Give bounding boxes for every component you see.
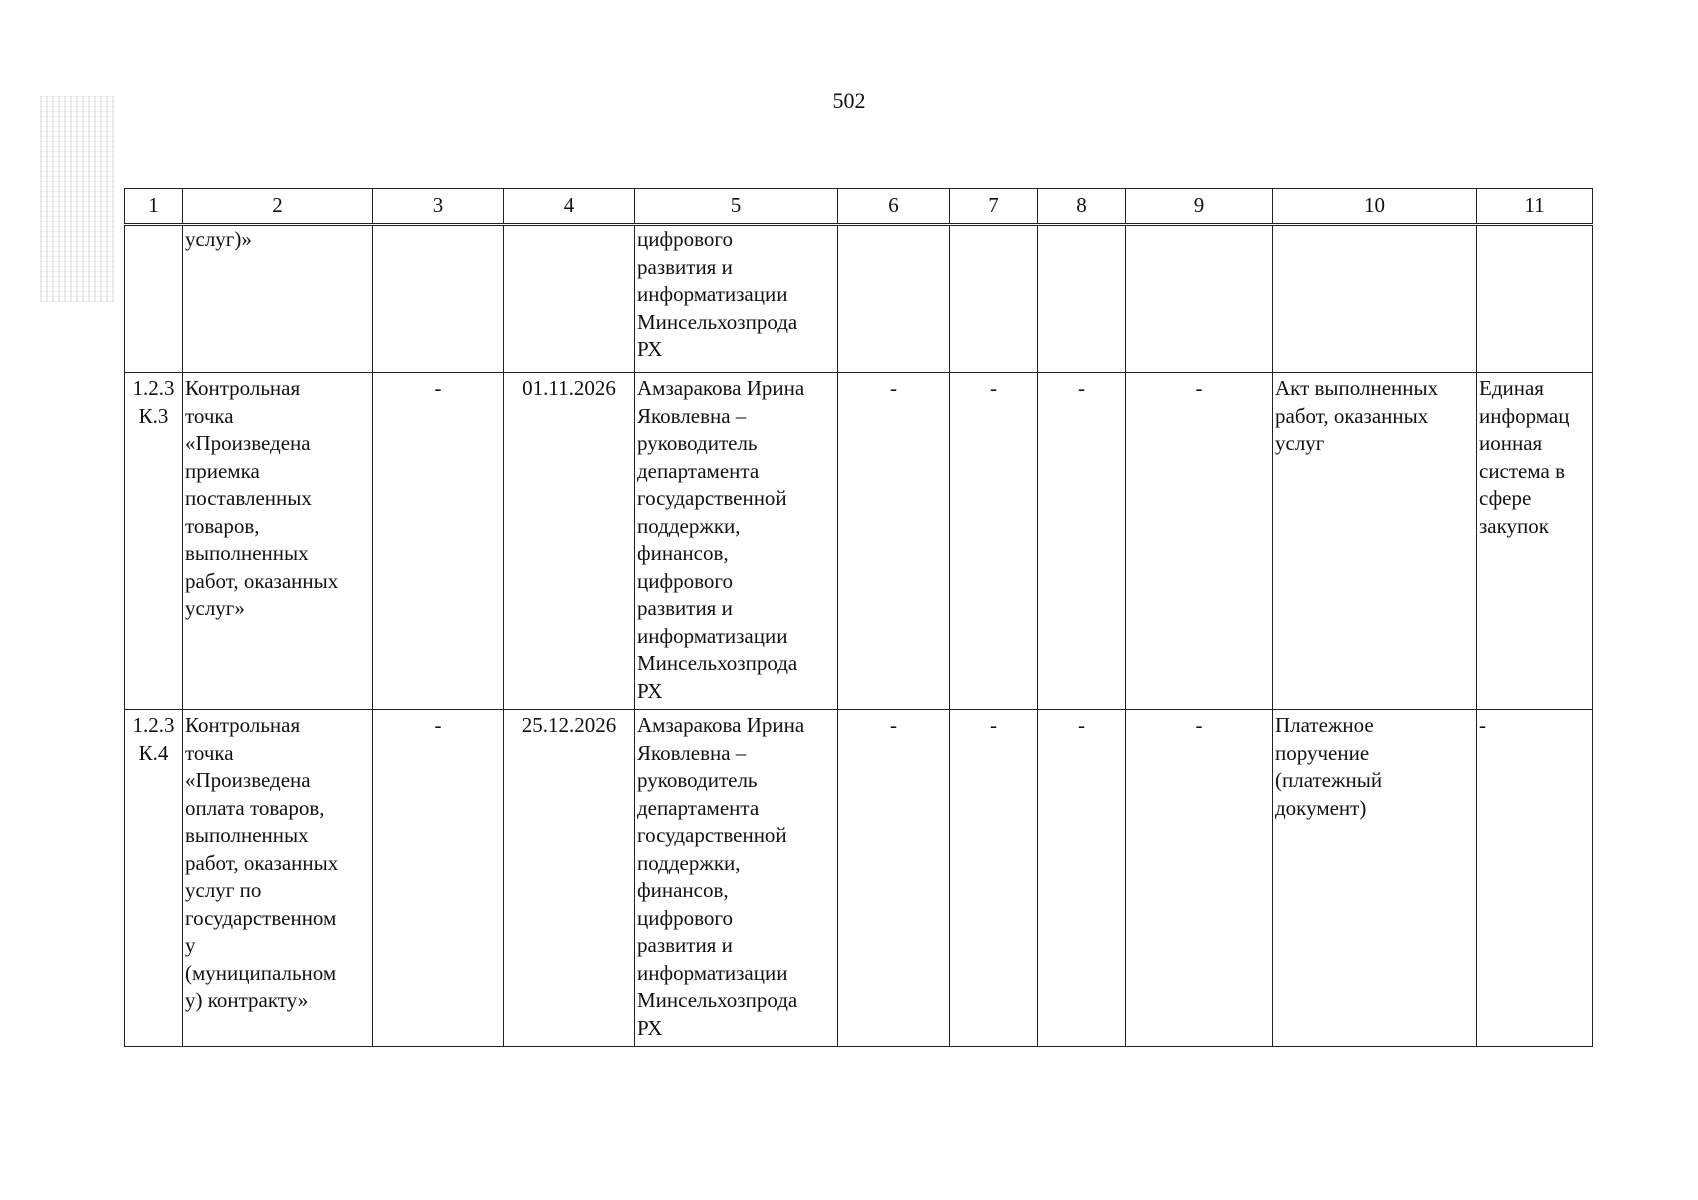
event-name-cell: [183, 225, 373, 373]
text-line: товаров,: [185, 513, 260, 538]
header-col-11: 11: [1477, 189, 1593, 225]
table-row: [125, 373, 1593, 710]
text-line: поддержки,: [637, 850, 741, 875]
cell-col-9: -: [1126, 373, 1273, 710]
text-line: (муниципальном: [185, 960, 337, 985]
text-line: Амзаракова Ирина: [637, 713, 805, 737]
cell-col-7: -: [950, 710, 1038, 1047]
row-number-cell: [125, 225, 183, 373]
table-row: [125, 225, 1593, 373]
text-line: Единая: [1479, 376, 1544, 400]
text-line: РХ: [637, 1015, 663, 1040]
text-line: оплата товаров,: [185, 795, 325, 820]
end-date-cell: 01.11.2026: [504, 373, 635, 710]
text-line: 1.2.3: [132, 713, 175, 737]
cell-col-8: [1038, 225, 1126, 373]
text-line: приемка: [185, 458, 260, 483]
cell-col-7: [950, 225, 1038, 373]
header-col-1: 1: [125, 189, 183, 225]
text-line: Минсельхозпрода: [637, 309, 798, 334]
text-line: выполненных: [185, 541, 309, 565]
text-line: цифрового: [637, 568, 733, 593]
text-line: государственном: [185, 905, 337, 930]
text-line: государственной: [637, 823, 787, 847]
result-document-cell: [1273, 225, 1477, 373]
text-line: Яковлевна –: [637, 403, 747, 428]
text-line: поставленных: [185, 486, 312, 510]
scan-stamp-mark: [40, 96, 114, 302]
header-col-5: 5: [635, 189, 838, 225]
text-line: система в: [1479, 458, 1566, 483]
header-col-6: 6: [838, 189, 950, 225]
text-line: поддержки,: [637, 513, 741, 538]
event-name-cell: [183, 373, 373, 710]
text-line: К.4: [138, 740, 169, 765]
cell-col-6: -: [838, 710, 950, 1047]
text-line: Амзаракова Ирина: [637, 376, 805, 400]
text-line: (платежный: [1275, 768, 1383, 792]
text-line: цифрового: [637, 227, 733, 251]
text-line: «Произведена: [185, 431, 311, 455]
end-date-cell: [504, 225, 635, 373]
text-line: услуг)»: [185, 227, 252, 251]
text-line: руководитель: [637, 431, 758, 455]
text-line: сфере: [1479, 486, 1532, 510]
text-line: развития и: [637, 254, 733, 279]
header-col-9: 9: [1126, 189, 1273, 225]
cell-col-8: -: [1038, 710, 1126, 1047]
text-line: Контрольная: [185, 376, 301, 400]
start-date-cell: -: [373, 710, 504, 1047]
text-line: -: [1479, 713, 1486, 737]
text-line: «Произведена: [185, 768, 311, 792]
text-line: Контрольная: [185, 713, 301, 737]
end-date-cell: 25.12.2026: [504, 710, 635, 1047]
event-name-cell: [183, 710, 373, 1047]
header-col-8: 8: [1038, 189, 1126, 225]
header-col-2: 2: [183, 189, 373, 225]
text-line: работ, оказанных: [185, 568, 339, 593]
text-line: цифрового: [637, 905, 733, 930]
cell-col-6: [838, 225, 950, 373]
text-line: Акт выполненных: [1275, 376, 1439, 400]
text-line: ионная: [1479, 431, 1543, 455]
table-header-row: [125, 189, 1593, 225]
text-line: услуг»: [185, 596, 245, 620]
text-line: услуг: [1275, 431, 1325, 455]
result-document-cell: [1273, 373, 1477, 710]
header-col-3: 3: [373, 189, 504, 225]
table-row: [125, 710, 1593, 1047]
text-line: Яковлевна –: [637, 740, 747, 765]
text-line: выполненных: [185, 823, 309, 847]
text-line: руководитель: [637, 768, 758, 792]
header-col-7: 7: [950, 189, 1038, 225]
result-document-cell: [1273, 710, 1477, 1047]
responsible-cell: [635, 710, 838, 1047]
row-number-cell: [125, 373, 183, 710]
text-line: услуг по: [185, 878, 262, 902]
text-line: у) контракту»: [185, 988, 309, 1012]
text-line: департамента: [637, 458, 760, 483]
text-line: у: [185, 933, 196, 957]
text-line: информатизации: [637, 282, 788, 306]
text-line: департамента: [637, 795, 760, 820]
page-number: 502: [832, 88, 866, 113]
text-line: развития и: [637, 596, 733, 620]
text-line: 1.2.3: [132, 376, 175, 400]
text-line: Минсельхозпрода: [637, 651, 798, 675]
text-line: развития и: [637, 933, 733, 957]
text-line: государственной: [637, 486, 787, 510]
text-line: Минсельхозпрода: [637, 988, 798, 1012]
text-line: информатизации: [637, 960, 788, 985]
text-line: финансов,: [637, 541, 729, 565]
text-line: Платежное: [1275, 713, 1374, 737]
start-date-cell: [373, 225, 504, 373]
text-line: РХ: [637, 337, 663, 361]
start-date-cell: -: [373, 373, 504, 710]
text-line: РХ: [637, 678, 663, 703]
responsible-cell: [635, 373, 838, 710]
header-col-4: 4: [504, 189, 635, 225]
text-line: документ): [1275, 795, 1367, 820]
cell-col-9: [1126, 225, 1273, 373]
responsible-cell: [635, 225, 838, 373]
text-line: К.3: [138, 403, 169, 428]
cell-col-9: -: [1126, 710, 1273, 1047]
text-line: поручение: [1275, 740, 1370, 765]
text-line: работ, оказанных: [185, 850, 339, 875]
text-line: точка: [185, 740, 234, 765]
text-line: финансов,: [637, 878, 729, 902]
text-line: точка: [185, 403, 234, 428]
plan-table: [124, 188, 1593, 1047]
information-system-cell: [1477, 373, 1593, 710]
text-line: закупок: [1479, 513, 1549, 538]
cell-col-6: -: [838, 373, 950, 710]
cell-col-7: -: [950, 373, 1038, 710]
row-number-cell: [125, 710, 183, 1047]
information-system-cell: [1477, 710, 1593, 1047]
text-line: работ, оказанных: [1275, 403, 1429, 428]
text-line: информац: [1479, 403, 1570, 428]
header-col-10: 10: [1273, 189, 1477, 225]
cell-col-8: -: [1038, 373, 1126, 710]
information-system-cell: [1477, 225, 1593, 373]
text-line: информатизации: [637, 623, 788, 648]
